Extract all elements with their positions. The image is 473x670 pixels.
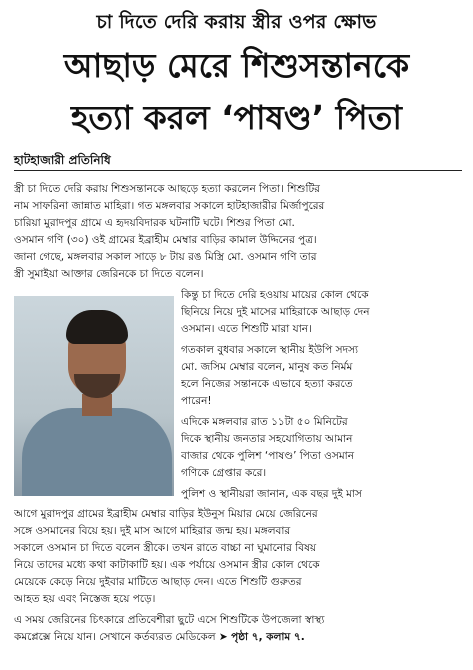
body-line: স্ত্রী চা দিতে দেরি করায় শিশুসন্তানকে আছড়ে হত্যা করলেন পিতা। শিশুটির [14,183,320,195]
body-line: সকালে ওসমান চা দিতে বলেন স্ত্রীকে। তখন রাতে বাচ্চা না ঘুমানোর বিষয় [14,542,317,554]
body-line: বাজার থেকে পুলিশ ‘পাষণ্ড’ পিতা ওসমান [181,450,354,462]
body-line-last [14,629,466,646]
headline-line-2: হত্যা করল ‘পাষণ্ড’ পিতা [71,98,402,137]
kicker-headline: চা দিতে দেরি করায় স্ত্রীর ওপর ক্ষোভ [96,11,377,33]
body-line: পুলিশ ও স্থানীয়রা জানান, এক বছর দুই মাস [181,488,362,500]
byline-rule [14,170,462,171]
body-line: পারেন! [181,395,212,407]
body-line: এদিকে মঙ্গলবার রাত ১১টা ৫০ মিনিটের [181,416,348,428]
body-line: ওসমান। এতে শিশুটি মারা যান। [181,323,312,335]
body-line: এ সময় জেরিনের চিৎকারে প্রতিবেশীরা ছুটে এসে শিশুটিকে উপজেলা স্বাস্থ্য [14,614,325,626]
body-line: হলে নিজের সন্তানকে এভাবে হত্যা করতে [181,378,353,390]
body-line: সঙ্গে ওসমানের বিয়ে হয়। দুই মাস আগে মাহিরার জন্ম হয়। মঙ্গলবার [14,525,291,537]
byline: হাটহাজারী প্রতিনিধি [14,153,111,167]
body-line: ওসমান গণি (৩০) ওই গ্রামের ইব্রাহীম মেম্বার বাড়ির কামাল উদ্দিনের পুত্র। [14,234,317,246]
body-line: দিকে স্থানীয় জনতার সহযোগিতায় আমান [181,433,353,445]
body-line: মো. জসিম মেম্বার বলেন, মানুষ কত নির্মম [181,361,353,373]
body-line: কিন্তু চা দিতে দেরি হওয়ায় মায়ের কোল থেকে [181,289,369,301]
continuation-arrow-icon: ➤ [218,631,228,643]
continuation-reference: পৃষ্ঠা ৭, কলাম ৭. [231,631,305,643]
body-line: আগে মুরাদপুর গ্রামের ইব্রাহীম মেম্বার বাড়ির ইউনুস মিয়ার মেয়ে জেরিনের [14,508,318,520]
body-line: গণিকে গ্রেপ্তার করে। [181,467,267,479]
body-line: জানা গেছে, মঙ্গলবার সকাল সাড়ে ৮ টায় রঙ মিস্ত্রি মো. ওসমান গণি তার [14,251,317,263]
body-line: মেয়েকে কেড়ে নিয়ে দুইবার মাটিতে আছাড় দেন। এতে শিশুটি গুরুতর [14,576,302,588]
last-line-text: কমপ্লেক্সে নিয়ে যান। সেখানে কর্তব্যরত মেডিকেল [14,631,216,643]
body-line: নাম সাফরিনা জান্নাত মাহিরা। গত মঙ্গলবার সকালে হাটহাজারীর মির্জাপুরের [14,200,325,212]
accused-photo [14,296,174,496]
body-line: আহত হয় এবং নিস্তেজ হয়ে পড়ে। [14,593,156,605]
headline-line-1: আছাড় মেরে শিশুসন্তানকে [63,46,410,85]
body-line: গতকাল বুধবার সকালে স্থানীয় ইউপি সদস্য [181,344,359,356]
body-line: স্ত্রী সুমাইয়া আক্তার জেরিনকে চা দিতে বলেন। [14,268,204,280]
body-line: ছিনিয়ে নিয়ে দুই মাসের মাহিরাকে আছাড় দেন [181,306,370,318]
body-line: চারিয়া মুরাদপুর গ্রামে এ হৃদয়বিদারক ঘটনাটি ঘটে। শিশুর পিতা মো. [14,217,295,229]
body-line: নিয়ে তাদের মধ্যে কথা কাটাকাটি হয়। এক পর্যায়ে ওসমান স্ত্রীর কোল থেকে [14,559,320,571]
